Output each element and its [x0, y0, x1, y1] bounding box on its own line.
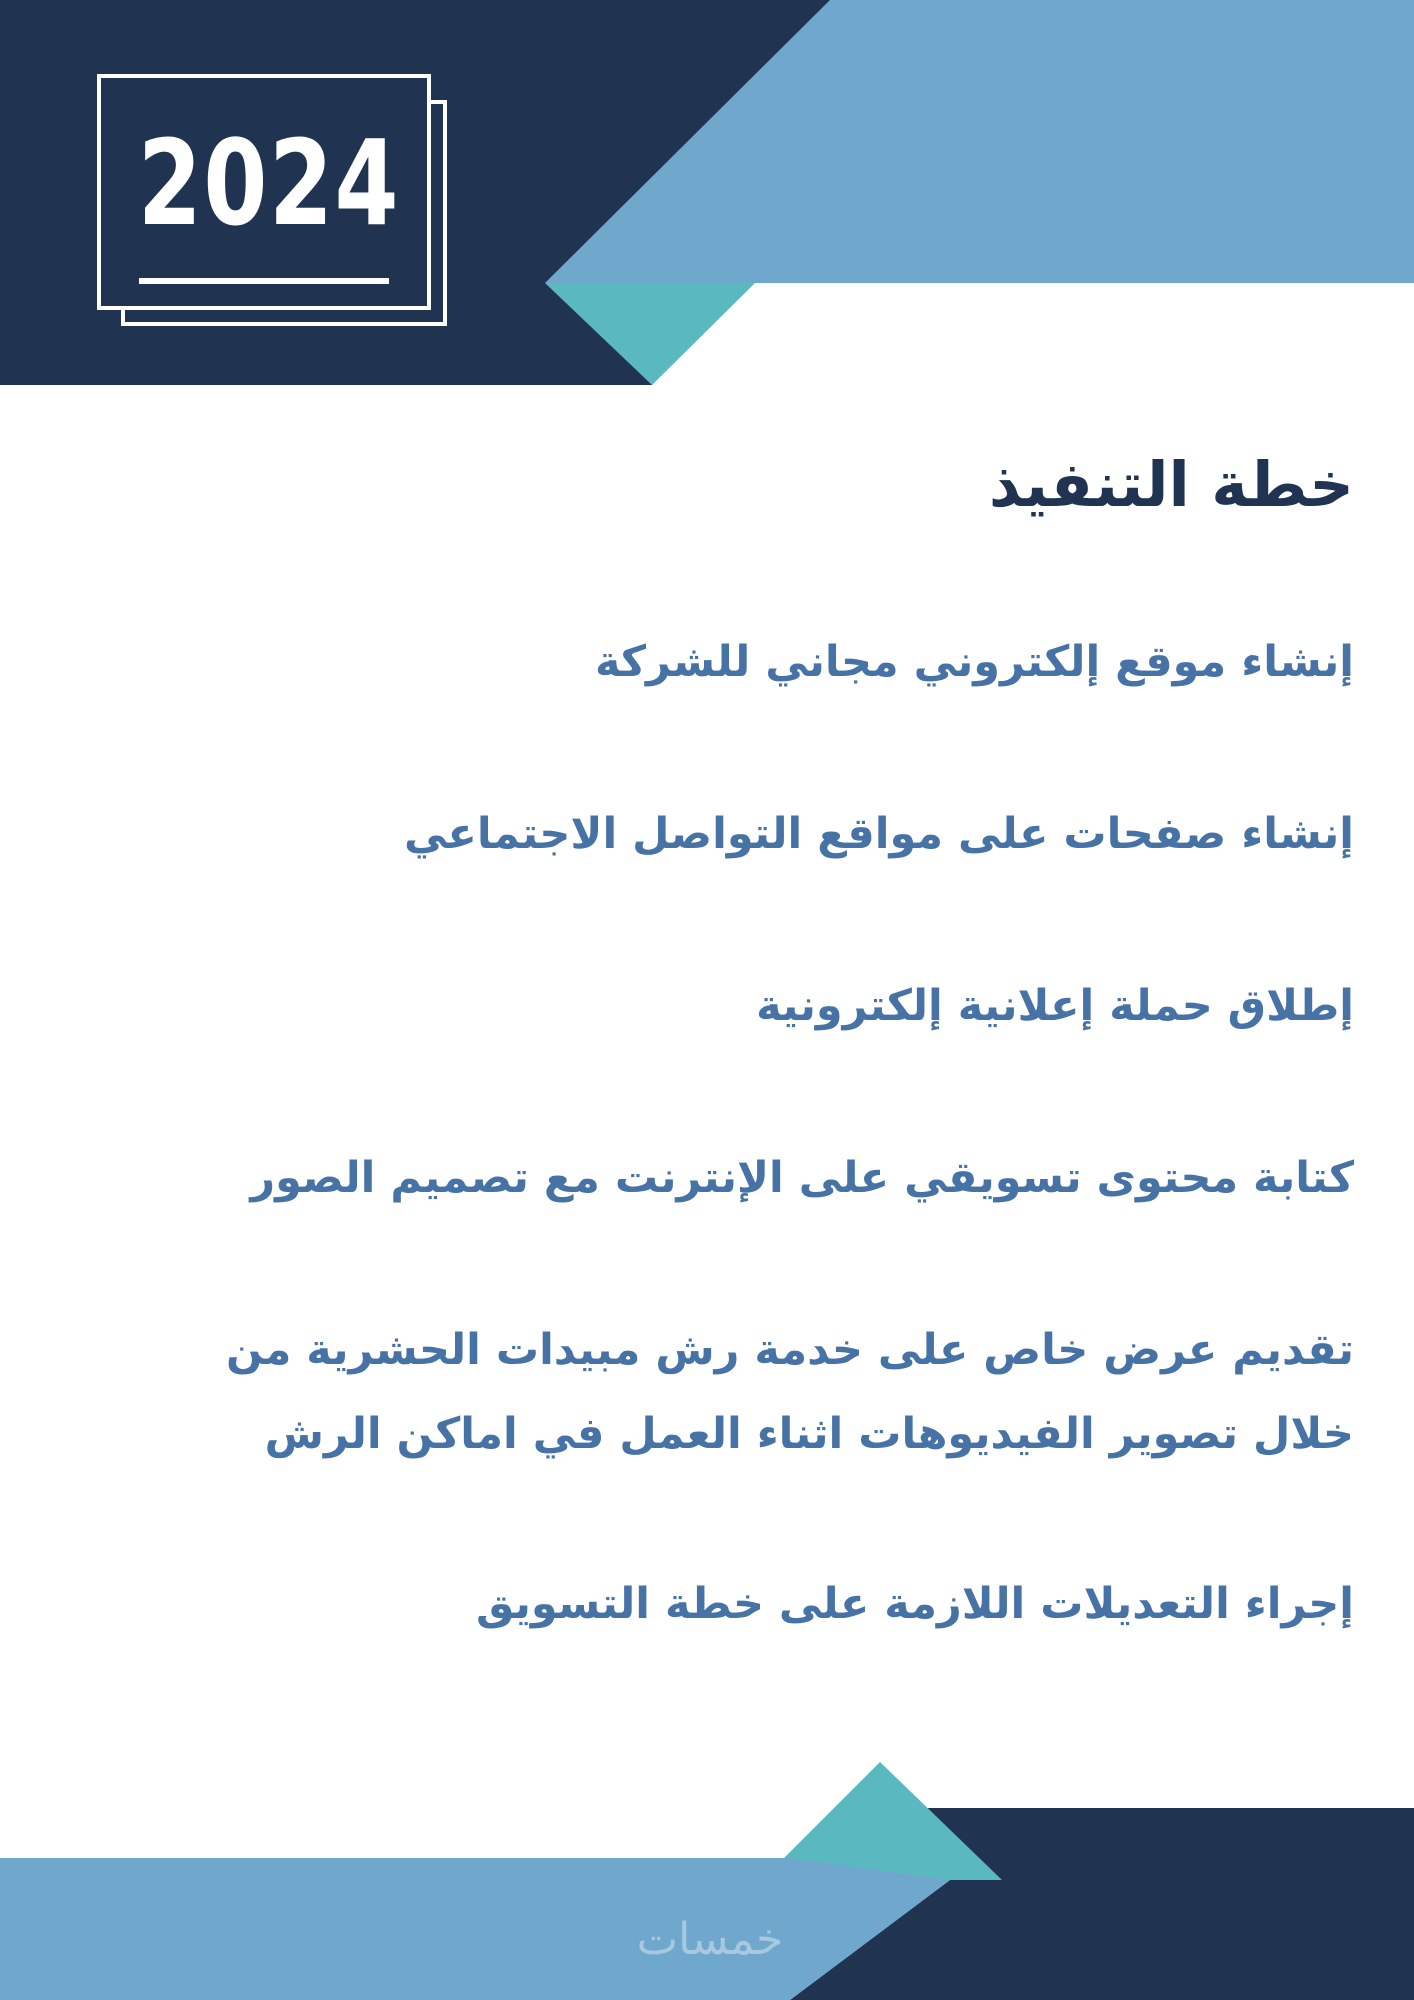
- year-frame-front: [97, 74, 431, 310]
- watermark-logo: خمسات: [636, 1914, 784, 1965]
- year-badge: [97, 74, 431, 310]
- plan-item: إنشاء موقع إلكتروني مجاني للشركة: [594, 637, 1354, 687]
- plan-item: إطلاق حملة إعلانية إلكترونية: [756, 981, 1354, 1031]
- year-label: 2024: [137, 114, 401, 252]
- plan-list: [114, 620, 1354, 1734]
- year-underline: [139, 278, 389, 284]
- plan-item: إجراء التعديلات اللازمة على خطة التسويق: [475, 1579, 1354, 1629]
- plan-item: إنشاء صفحات على مواقع التواصل الاجتماعي: [404, 809, 1354, 859]
- page-title: خطة التنفيذ: [988, 448, 1354, 521]
- plan-item: كتابة محتوى تسويقي على الإنترنت مع تصميم الصور: [250, 1153, 1354, 1203]
- plan-item: تقديم عرض خاص على خدمة رش مبيدات الحشرية من خلال تصوير الفيديوهات اثناء العمل في اماكن الرش: [226, 1325, 1354, 1459]
